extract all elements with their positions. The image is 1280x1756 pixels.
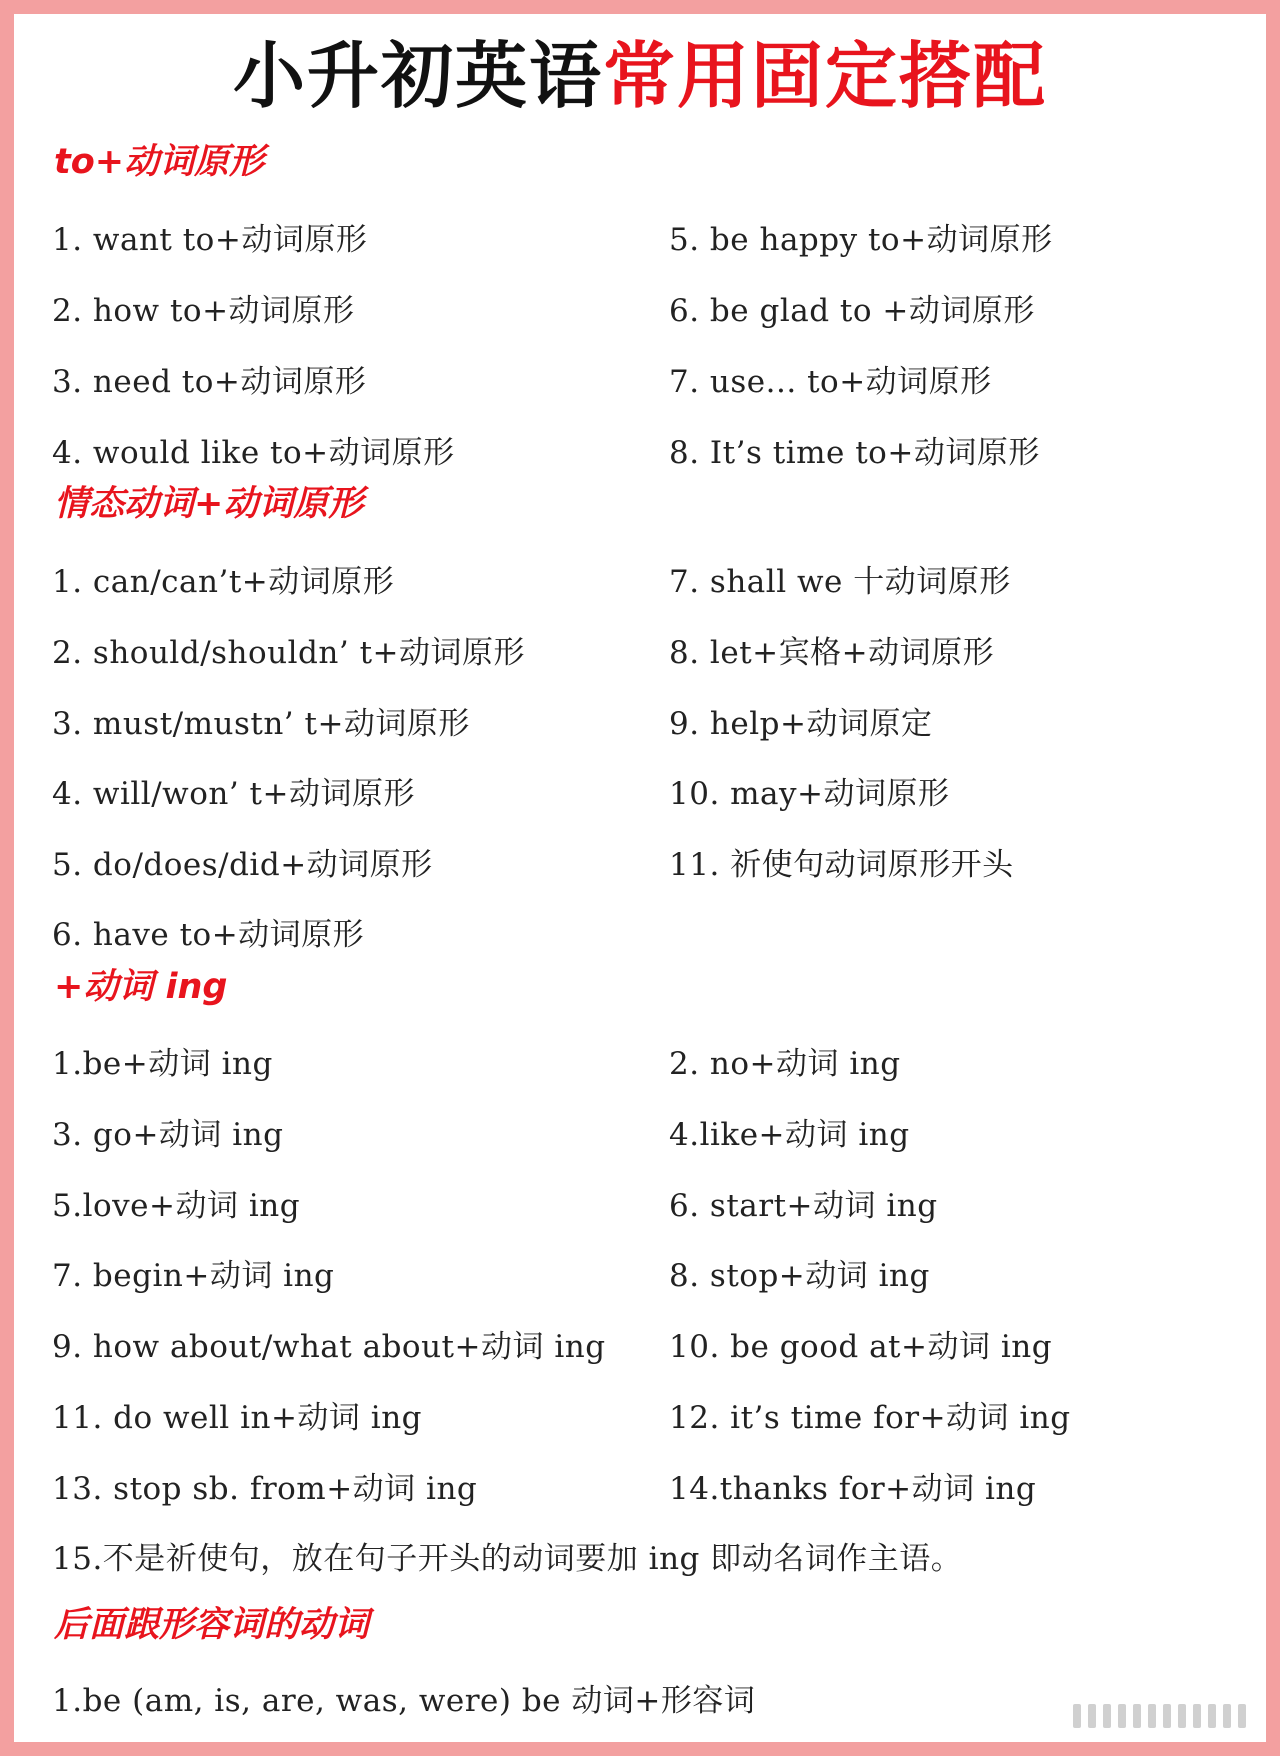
document-page (14, 14, 1266, 1742)
list-item: 4. would like to+动词原形 (52, 435, 455, 471)
list-item: 1. can/can’t+动词原形 (52, 564, 395, 600)
section-heading-modal-verbs: 情态动词+动词原形 (54, 484, 364, 524)
list-item: 11. do well in+动词 ing (52, 1400, 423, 1436)
list-item: 8. let+宾格+动词原形 (669, 635, 995, 671)
list-item: 1.be+动词 ing (52, 1046, 273, 1082)
list-item: 7. use... to+动词原形 (669, 364, 992, 400)
list-item: 9. help+动词原定 (669, 706, 933, 742)
section-heading-gerund: +动词 ing (54, 967, 228, 1007)
list-item: 7. begin+动词 ing (52, 1258, 335, 1294)
page-title (14, 28, 1266, 124)
list-item: 13. stop sb. from+动词 ing (52, 1471, 478, 1507)
list-item: 5. be happy to+动词原形 (669, 222, 1053, 258)
list-item: 6. have to+动词原形 (52, 917, 365, 953)
list-item: 1.be (am, is, are, was, were) be 动词+形容词 (52, 1683, 756, 1719)
list-item: 4.like+动词 ing (669, 1117, 910, 1153)
title-part-black: 小升初英语 (232, 34, 603, 118)
list-item: 2. how to+动词原形 (52, 293, 355, 329)
list-item: 6. be glad to +动词原形 (669, 293, 1035, 329)
list-item: 5.love+动词 ing (52, 1188, 301, 1224)
list-item: 11. 祈使句动词原形开头 (669, 847, 1014, 883)
list-item: 3. must/mustn’ t+动词原形 (52, 706, 470, 742)
list-item: 3. need to+动词原形 (52, 364, 367, 400)
list-item: 8. stop+动词 ing (669, 1258, 930, 1294)
section-heading-linking-verbs: 后面跟形容词的动词 (54, 1605, 370, 1645)
list-item: 2. no+动词 ing (669, 1046, 901, 1082)
list-item: 7. shall we 十动词原形 (669, 564, 1011, 600)
list-item: 10. be good at+动词 ing (669, 1329, 1053, 1365)
list-item: 1. want to+动词原形 (52, 222, 368, 258)
list-item-full-width: 15.不是祈使句，放在句子开头的动词要加 ing 即动名词作主语。 (52, 1541, 963, 1577)
list-item: 12. it’s time for+动词 ing (669, 1400, 1071, 1436)
list-item: 6. start+动词 ing (669, 1188, 938, 1224)
list-item: 9. how about/what about+动词 ing (52, 1329, 606, 1365)
title-part-red: 常用固定搭配 (603, 34, 1048, 118)
list-item: 14.thanks for+动词 ing (669, 1471, 1037, 1507)
list-item: 4. will/won’ t+动词原形 (52, 776, 415, 812)
list-item: 8. It’s time to+动词原形 (669, 435, 1040, 471)
watermark-bars (1073, 1704, 1246, 1728)
list-item: 3. go+动词 ing (52, 1117, 284, 1153)
list-item: 5. do/does/did+动词原形 (52, 847, 433, 883)
list-item: 10. may+动词原形 (669, 776, 950, 812)
section-heading-to-infinitive: to+动词原形 (54, 142, 265, 182)
list-item: 2. should/shouldn’ t+动词原形 (52, 635, 526, 671)
